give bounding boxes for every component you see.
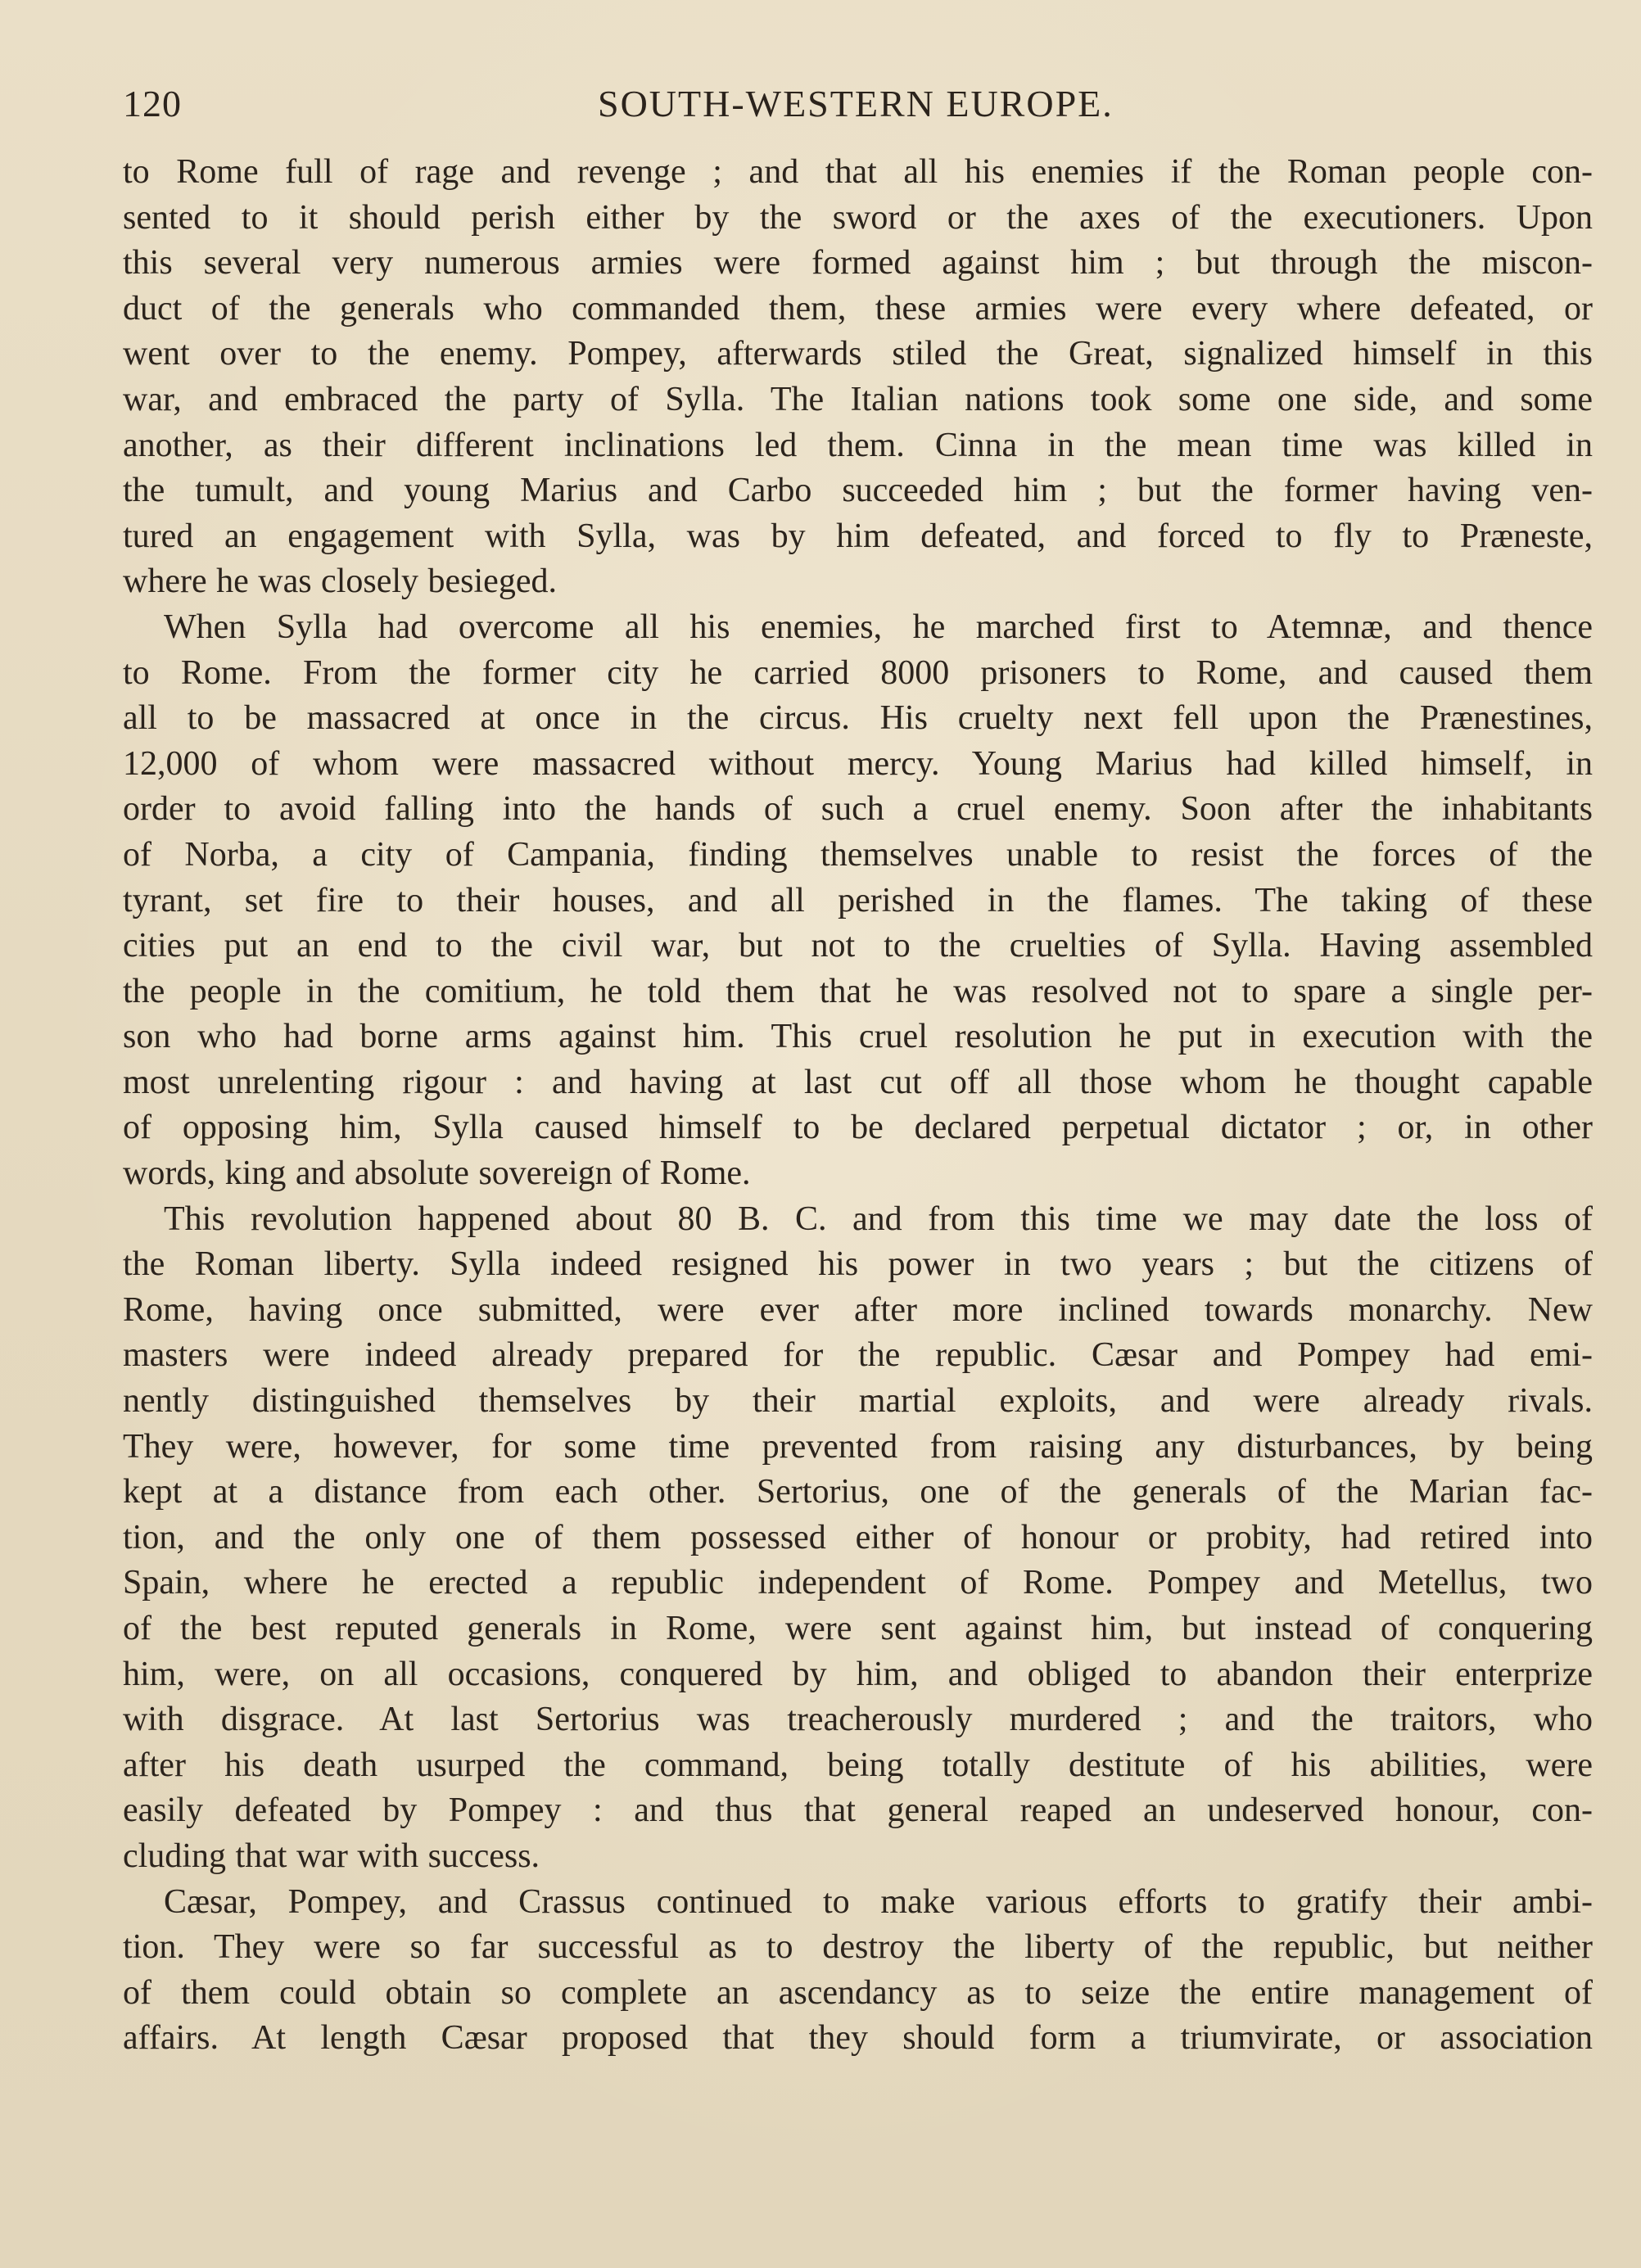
paragraph-3: [123, 1197, 1593, 1880]
text-line: son who had borne arms against him. This cruel resolution he put in execution with the: [123, 1018, 1593, 1056]
page-number: 120: [123, 83, 182, 124]
text-line: sented to it should perish either by the sword or the axes of the executioners. Upon: [123, 198, 1593, 237]
text-line: They were, however, for some time prevented from raising any disturbances, by being: [123, 1427, 1593, 1466]
text-line: masters were indeed already prepared for the republic. Cæsar and Pompey had emi-: [123, 1336, 1593, 1375]
text-line: the people in the comitium, he told them that he was resolved not to spare a single per-: [123, 972, 1593, 1010]
text-line: order to avoid falling into the hands of such a cruel enemy. Soon after the inhabitants: [123, 790, 1593, 829]
text-line: cities put an end to the civil war, but not to the cruelties of Sylla. Having assembled: [123, 927, 1593, 965]
text-line: to Rome. From the former city he carried 8000 prisoners to Rome, and caused them: [123, 653, 1593, 692]
text-line: where he was closely besieged.: [123, 562, 557, 601]
text-line: Cæsar, Pompey, and Crassus continued to make various efforts to gratify their ambi-: [164, 1882, 1593, 1921]
text-line: the Roman liberty. Sylla indeed resigned his power in two years ; but the citizens of: [123, 1245, 1593, 1284]
text-line: went over to the enemy. Pompey, afterwards stiled the Great, signalized himself in this: [123, 335, 1593, 373]
paragraph-1: [123, 150, 1593, 605]
text-line: of the best reputed generals in Rome, were sent against him, but instead of conquering: [123, 1610, 1593, 1647]
running-head: [123, 75, 1593, 133]
text-line: all to be massacred at once in the circus. His cruelty next fell upon the Prænestines,: [123, 699, 1593, 738]
text-line: after his death usurped the command, being totally destitute of his abilities, were: [123, 1746, 1593, 1784]
text-line: duct of the generals who commanded them, these armies were every where defeated, or: [123, 289, 1593, 328]
text-line: this several very numerous armies were formed against him ; but through the miscon-: [123, 244, 1593, 282]
text-line: tion. They were so far successful as to destroy the liberty of the republic, but neither: [123, 1928, 1593, 1967]
text-line: When Sylla had overcome all his enemies, he marched first to Atemnæ, and thence: [164, 608, 1593, 646]
running-title: SOUTH-WESTERN EUROPE.: [598, 83, 1114, 124]
text-line: kept at a distance from each other. Sertorius, one of the generals of the Marian fac-: [123, 1473, 1593, 1511]
text-line: nently distinguished themselves by their martial exploits, and were already rivals.: [123, 1382, 1593, 1421]
text-line: the tumult, and young Marius and Carbo succeeded him ; but the former having ven-: [123, 472, 1593, 510]
text-line: tured an engagement with Sylla, was by him defeated, and forced to fly to Præneste,: [123, 517, 1593, 555]
text-line: him, were, on all occasions, conquered by him, and obliged to abandon their enterprize: [123, 1655, 1593, 1693]
text-line: with disgrace. At last Sertorius was treacherously murdered ; and the traitors, who: [123, 1701, 1593, 1739]
text-line: war, and embraced the party of Sylla. The Italian nations took some one side, and some: [123, 380, 1593, 418]
paragraph-4: [123, 1880, 1593, 2062]
text-line: tion, and the only one of them possessed either of honour or probity, had retired into: [123, 1518, 1593, 1556]
text-line: affairs. At length Cæsar proposed that they should form a triumvirate, or association: [123, 2019, 1593, 2058]
text-line: Spain, where he erected a republic independent of Rome. Pompey and Metellus, two: [123, 1564, 1593, 1602]
text-line: 12,000 of whom were massacred without mercy. Young Marius had killed himself, in: [123, 744, 1593, 783]
text-line: to Rome full of rage and revenge ; and that all his enemies if the Roman people con-: [123, 153, 1593, 191]
text-line: cluding that war with success.: [123, 1837, 540, 1875]
text-line: This revolution happened about 80 B. C. and from this time we may date the loss of: [164, 1200, 1593, 1238]
text-line: tyrant, set fire to their houses, and all perished in the flames. The taking of these: [123, 881, 1593, 919]
text-line: easily defeated by Pompey : and thus that general reaped an undeserved honour, con-: [123, 1791, 1593, 1830]
text-line: most unrelenting rigour : and having at last cut off all those whom he thought capable: [123, 1063, 1593, 1101]
text-line: Rome, having once submitted, were ever after more inclined towards monarchy. New: [123, 1290, 1593, 1329]
text-line: of opposing him, Sylla caused himself to be declared perpetual dictator ; or, in other: [123, 1109, 1593, 1147]
body-text: [123, 150, 1593, 2062]
text-line: another, as their different inclinations led them. Cinna in the mean time was killed in: [123, 426, 1593, 464]
text-line: of them could obtain so complete an ascendancy as to seize the entire management of: [123, 1973, 1593, 2012]
text-line: of Norba, a city of Campania, finding themselves unable to resist the forces of the: [123, 835, 1593, 874]
paragraph-2: [123, 605, 1593, 1197]
text-line: words, king and absolute sovereign of Rome.: [123, 1154, 751, 1193]
